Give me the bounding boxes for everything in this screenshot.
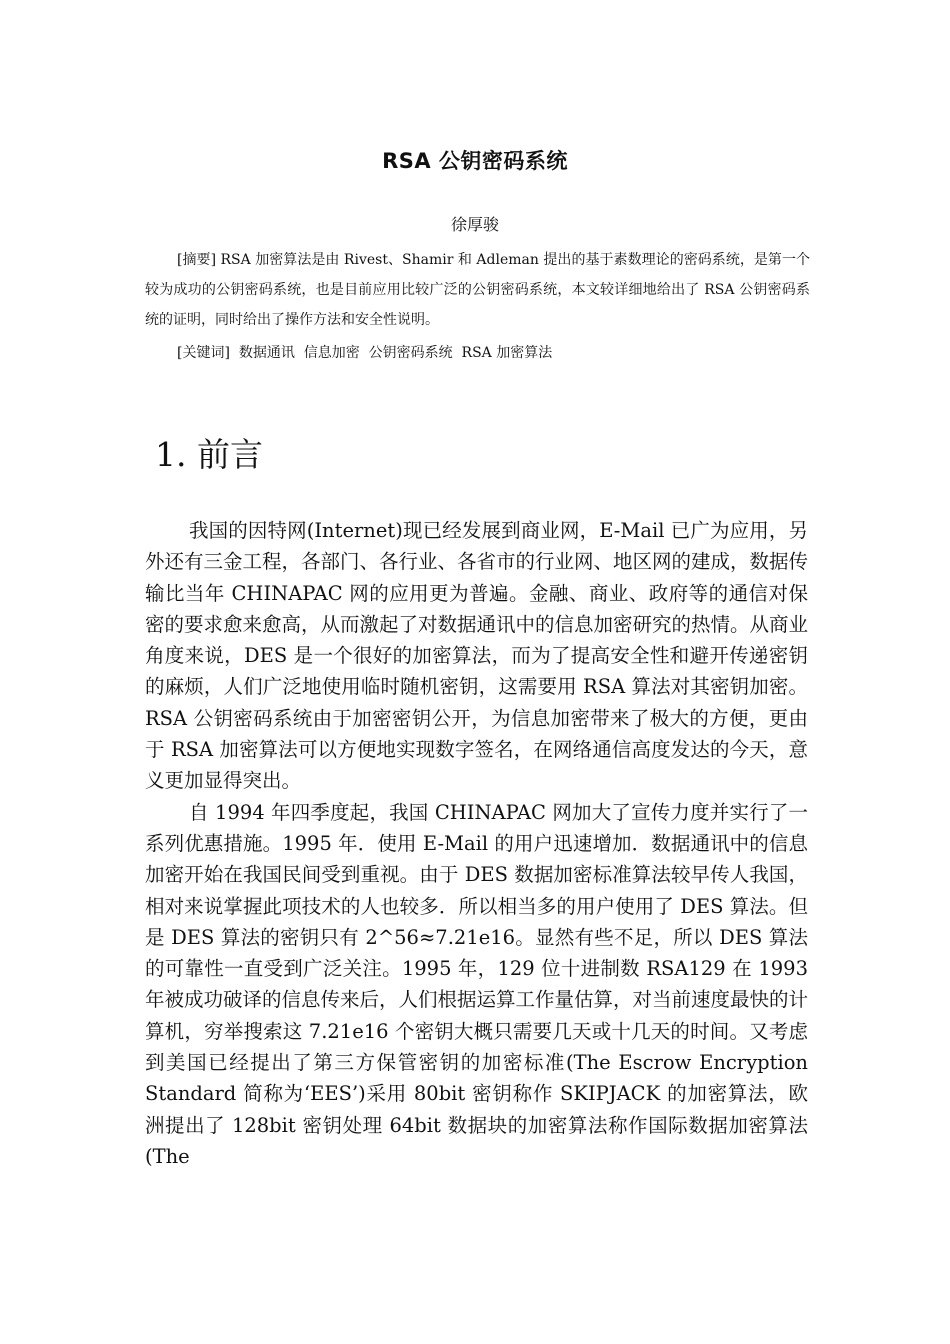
keywords: [关键词] 数据通讯 信息加密 公钥密码系统 RSA 加密算法 bbox=[177, 345, 553, 361]
section-heading: 1. 前言 bbox=[155, 435, 263, 474]
body-text bbox=[145, 515, 808, 1172]
paragraph: 自 1994 年四季度起，我国 CHINAPAC 网加大了宣传力度并实行了一系列优惠措施。1995 年．使用 E-Mail 的用户迅速增加．数据通讯中的信息加密开始在我国民间受到重视。由于 DES 数据加密标准算法较早传人我国，相对来说掌握此项技术的人也较多．所以相当多的用户使用了 DES 算法。但是 DES 算法的密钥只有 2^56≈7.21e16。显然有些不足，所以 DES 算法的可靠性一直受到广泛关注。1995 年，129 位十进制数 RSA129 在 1993 年被成功破译的信息传来后，人们根据运算工作量估算，对当前速度最快的计算机，穷举搜索这 7.21e16 个密钥大概只需要几天或十几天的时间。又考虑到美国已经提出了第三方保管密钥的加密标准(The Escrow Encryption Standard 简称为‘EES’)采用 80bit 密钥称作 SKIPJACK 的加密算法，欧洲提出了 128bit 密钥处理 64bit 数据块的加密算法称作国际数据加密算法(The bbox=[145, 800, 809, 1168]
author-name: 徐厚骏 bbox=[450, 215, 499, 234]
abstract: [摘要] RSA 加密算法是由 Rivest、Shamir 和 Adleman 提出的基于素数理论的密码系统，是第一个较为成功的公钥密码系统，也是目前应用比较广泛的公钥密码系统，本文较详细地给出了 RSA 公钥密码系统的证明，同时给出了操作方法和安全性说明。 bbox=[145, 252, 810, 328]
paragraph: 我国的因特网(Internet)现已经发展到商业网，E-Mail 已广为应用，另外还有三金工程，各部门、各行业、各省市的行业网、地区网的建成，数据传输比当年 CHINAPAC 网的应用更为普遍。金融、商业、政府等的通信对保密的要求愈来愈高，从而激起了对数据通讯中的信息加密研究的热情。从商业角度来说，DES 是一个很好的加密算法，而为了提高安全性和避开传递密钥的麻烦，人们广泛地使用临时随机密钥，这需要用 RSA 算法对其密钥加密。RSA 公钥密码系统由于加密密钥公开，为信息加密带来了极大的方便，更由于 RSA 加密算法可以方便地实现数字签名，在网络通信高度发达的今天，意义更加显得突出。 bbox=[145, 519, 809, 793]
document-title: RSA 公钥密码系统 bbox=[382, 149, 568, 173]
